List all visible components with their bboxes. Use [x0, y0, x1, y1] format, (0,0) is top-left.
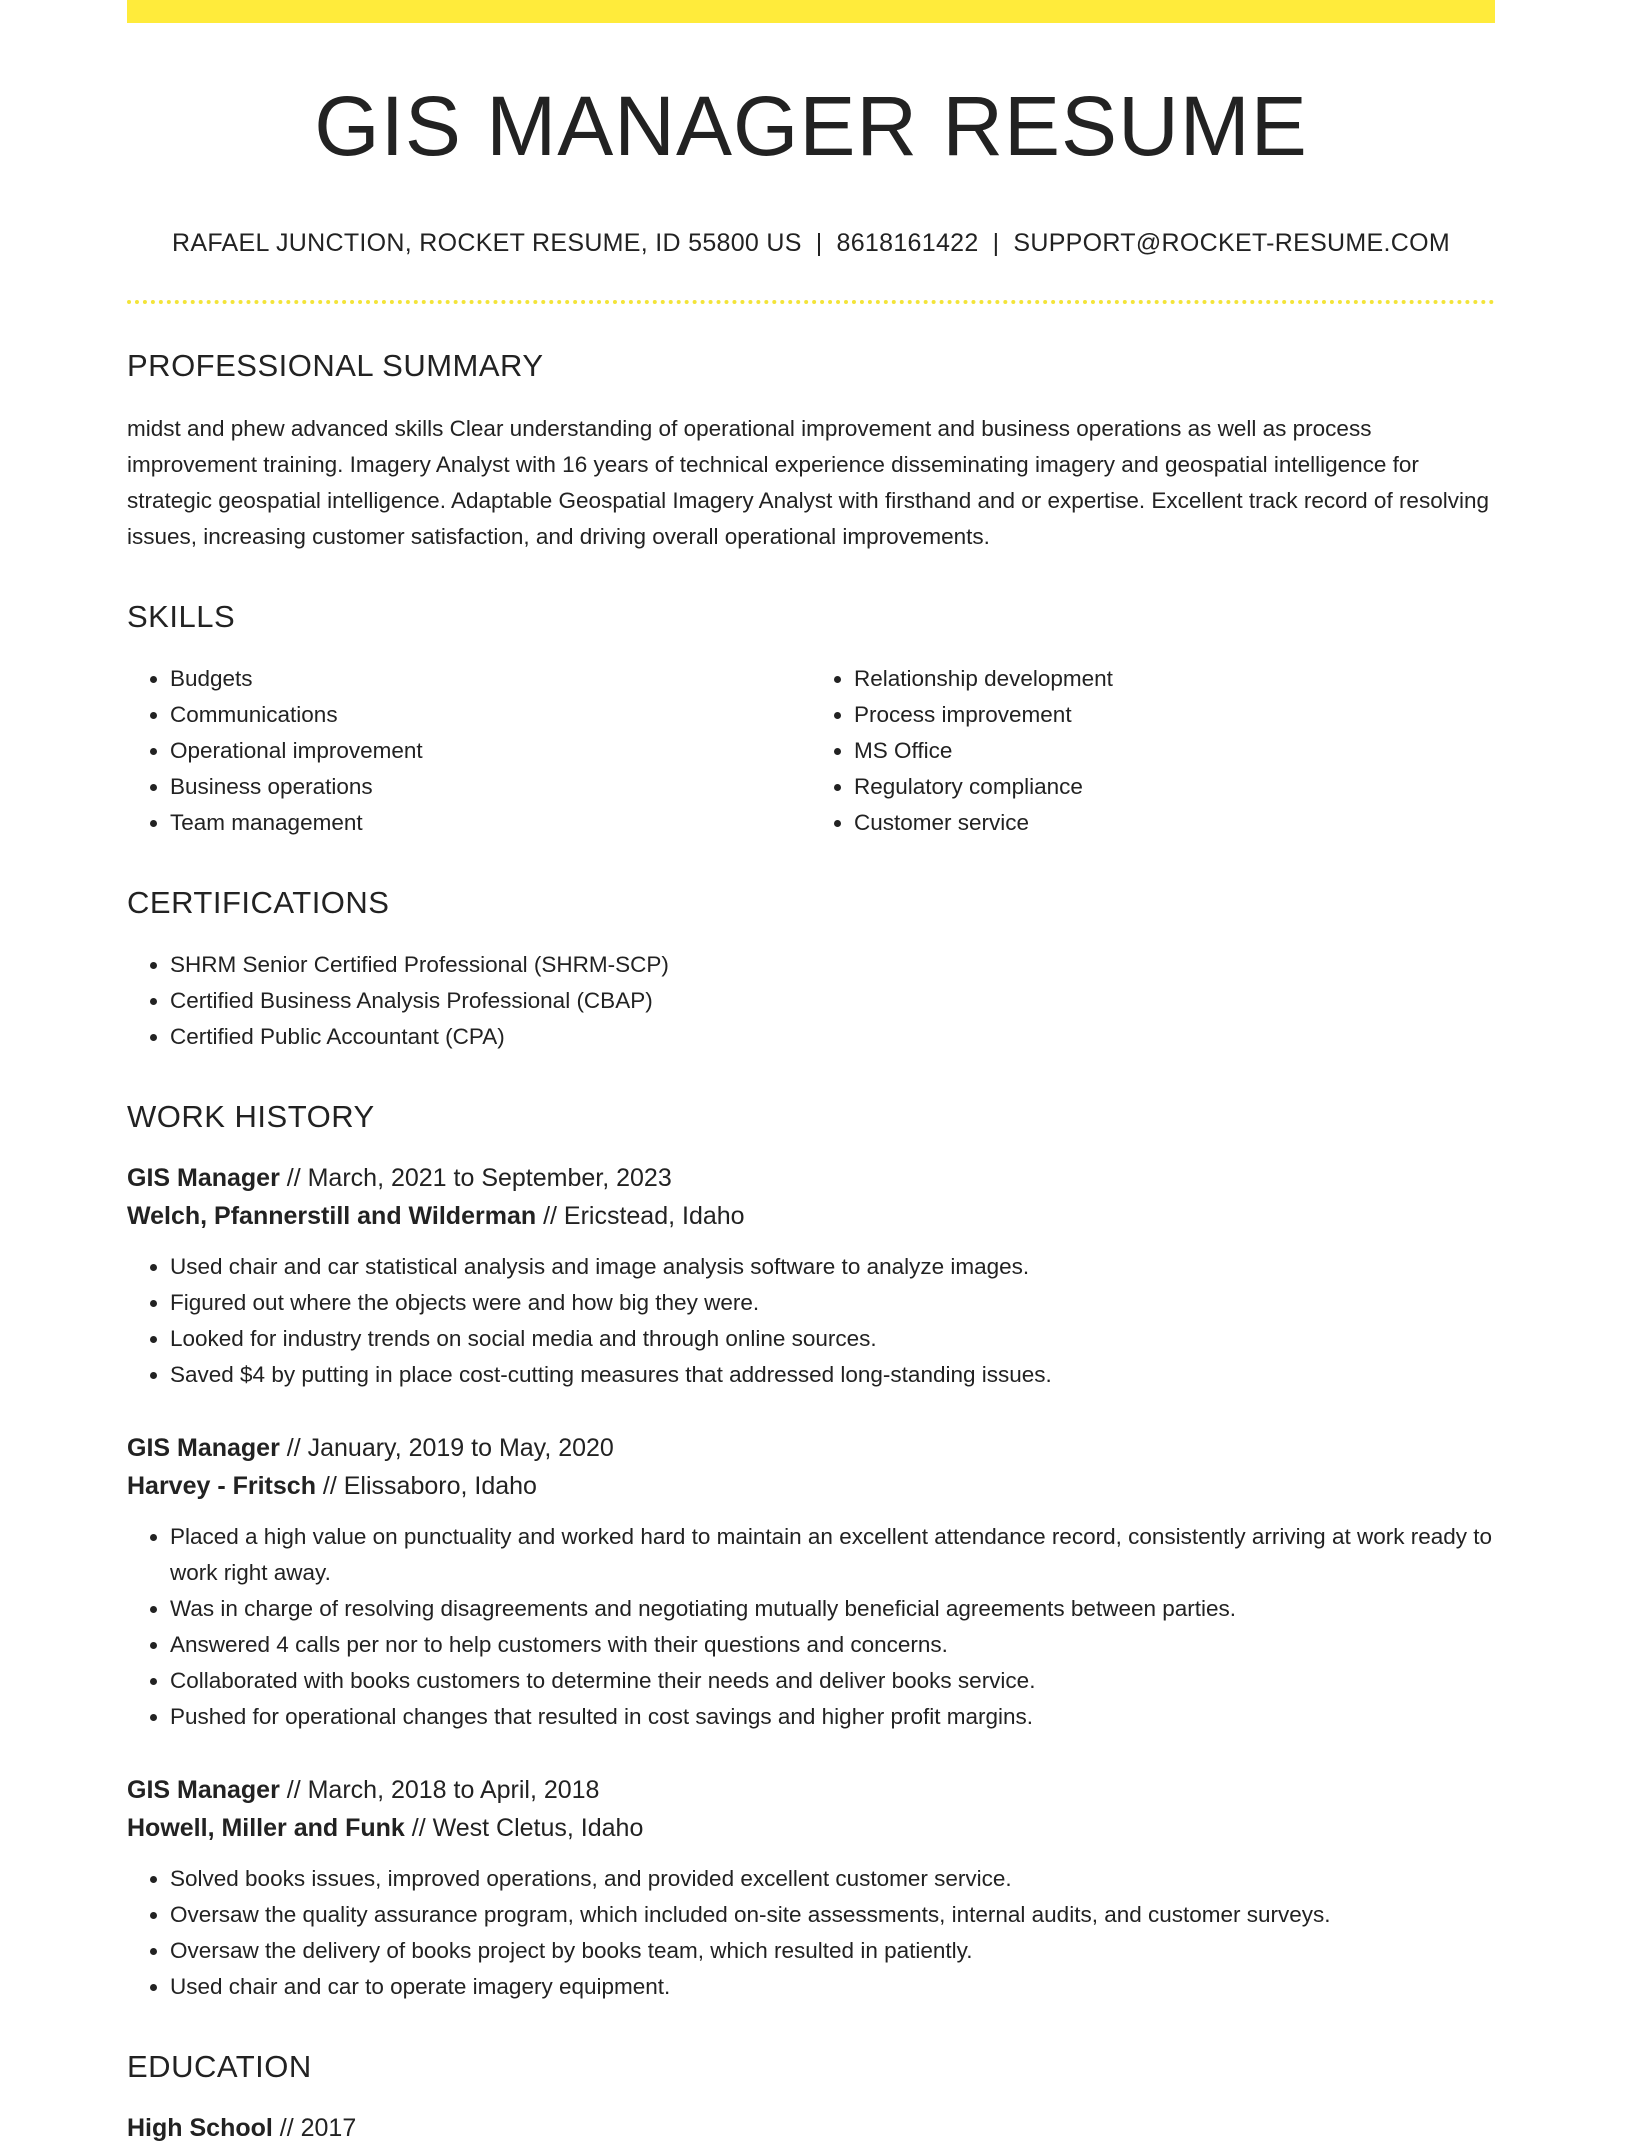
- job-bullet: • Used chair and car to operate imagery equipment.: [170, 1969, 1495, 2005]
- job-entry: [127, 1159, 1495, 1393]
- accent-top-bar: [127, 0, 1495, 23]
- job-location: // Ericstead, Idaho: [536, 1202, 745, 1231]
- contact-separator: |: [992, 229, 1000, 258]
- job-company-line: [127, 1197, 1495, 1235]
- job-title: GIS Manager: [127, 1164, 280, 1193]
- skill-item: • Regulatory compliance: [854, 769, 1495, 805]
- contact-separator: |: [815, 229, 823, 258]
- education-year: // 2017: [272, 2114, 357, 2143]
- skill-item: • Communications: [170, 697, 811, 733]
- education-line: [127, 2109, 1495, 2147]
- job-entry: [127, 1429, 1495, 1735]
- job-dates: // March, 2021 to September, 2023: [279, 1164, 672, 1193]
- education-entry: [127, 2109, 1495, 2147]
- job-dates: // January, 2019 to May, 2020: [279, 1434, 614, 1463]
- job-dates: // March, 2018 to April, 2018: [279, 1776, 600, 1805]
- certifications-list: [127, 947, 1495, 1055]
- job-entry: [127, 1771, 1495, 2005]
- job-bullet: • Pushed for operational changes that resulted in cost savings and higher profit margins.: [170, 1699, 1495, 1735]
- job-bullet: • Figured out where the objects were and how big they were.: [170, 1285, 1495, 1321]
- job-bullets: [127, 1249, 1495, 1393]
- skill-item: • Operational improvement: [170, 733, 811, 769]
- job-bullet: • Answered 4 calls per nor to help customers with their questions and concerns.: [170, 1627, 1495, 1663]
- job-bullet: • Used chair and car statistical analysis and image analysis software to analyze images.: [170, 1249, 1495, 1285]
- skills-heading: SKILLS: [127, 598, 236, 634]
- job-title-line: [127, 1159, 1495, 1197]
- resume-page: [127, 0, 1495, 2147]
- job-company: Harvey - Fritsch: [127, 1472, 316, 1501]
- skill-item: • Customer service: [854, 805, 1495, 841]
- skill-item: • Process improvement: [854, 697, 1495, 733]
- skills-list-right: [811, 661, 1495, 841]
- job-bullet: • Collaborated with books customers to determine their needs and deliver books service.: [170, 1663, 1495, 1699]
- job-title: GIS Manager: [127, 1434, 280, 1463]
- education-heading: EDUCATION: [127, 2049, 312, 2085]
- job-location: // West Cletus, Idaho: [404, 1814, 644, 1843]
- job-bullet: • Solved books issues, improved operations, and provided excellent customer service.: [170, 1861, 1495, 1897]
- certification-item: • SHRM Senior Certified Professional (SHRM-SCP): [170, 947, 1495, 983]
- job-title: GIS Manager: [127, 1776, 280, 1805]
- job-bullets: [127, 1861, 1495, 2005]
- job-title-line: [127, 1771, 1495, 1809]
- skills-list-left: [127, 661, 811, 841]
- certification-item: • Certified Business Analysis Professional (CBAP): [170, 983, 1495, 1019]
- skill-item: • Budgets: [170, 661, 811, 697]
- contact-line: [127, 229, 1495, 258]
- job-title-line: [127, 1429, 1495, 1467]
- work-history-heading: WORK HISTORY: [127, 1098, 375, 1134]
- job-company-line: [127, 1809, 1495, 1847]
- job-company-line: [127, 1467, 1495, 1505]
- certifications-heading: CERTIFICATIONS: [127, 884, 390, 920]
- job-bullet: • Oversaw the quality assurance program, which included on-site assessments, internal audits, and customer surveys.: [170, 1897, 1495, 1933]
- job-bullets: [127, 1519, 1495, 1735]
- skill-item: • Team management: [170, 805, 811, 841]
- job-bullet: • Oversaw the delivery of books project by books team, which resulted in patiently.: [170, 1933, 1495, 1969]
- dotted-divider: [127, 300, 1495, 304]
- job-bullet: • Looked for industry trends on social media and through online sources.: [170, 1321, 1495, 1357]
- certification-item: • Certified Public Accountant (CPA): [170, 1019, 1495, 1055]
- skill-item: • MS Office: [854, 733, 1495, 769]
- page-title: GIS MANAGER RESUME: [314, 79, 1308, 173]
- job-company: Welch, Pfannerstill and Wilderman: [127, 1202, 537, 1231]
- skills-grid: [127, 661, 1495, 841]
- job-bullet: • Was in charge of resolving disagreements and negotiating mutually beneficial agreements between parties.: [170, 1591, 1495, 1627]
- skill-item: • Relationship development: [854, 661, 1495, 697]
- contact-phone: 8618161422: [836, 229, 979, 258]
- job-bullet: • Saved $4 by putting in place cost-cutting measures that addressed long-standing issues.: [170, 1357, 1495, 1393]
- education-degree: High School: [127, 2114, 273, 2143]
- job-bullet: • Placed a high value on punctuality and worked hard to maintain an excellent attendance record, consistently arriving at work ready to work right away.: [170, 1519, 1495, 1591]
- summary-text: midst and phew advanced skills Clear understanding of operational improvement and business operations as well as process improvement training. Imagery Analyst with 16 years of technical experience disseminating imagery and geospatial intelligence for strategic geospatial intelligence. Adaptable Geospatial Imagery Analyst with firsthand and or expertise. Excellent track record of resolving issues, increasing customer satisfaction, and driving overall operational improvements.: [127, 415, 1489, 549]
- contact-email: SUPPORT@ROCKET-RESUME.COM: [1013, 229, 1450, 258]
- summary-heading: PROFESSIONAL SUMMARY: [127, 348, 544, 384]
- job-company: Howell, Miller and Funk: [127, 1814, 405, 1843]
- skill-item: • Business operations: [170, 769, 811, 805]
- job-location: // Elissaboro, Idaho: [315, 1472, 537, 1501]
- contact-address: RAFAEL JUNCTION, ROCKET RESUME, ID 55800 US: [171, 229, 802, 258]
